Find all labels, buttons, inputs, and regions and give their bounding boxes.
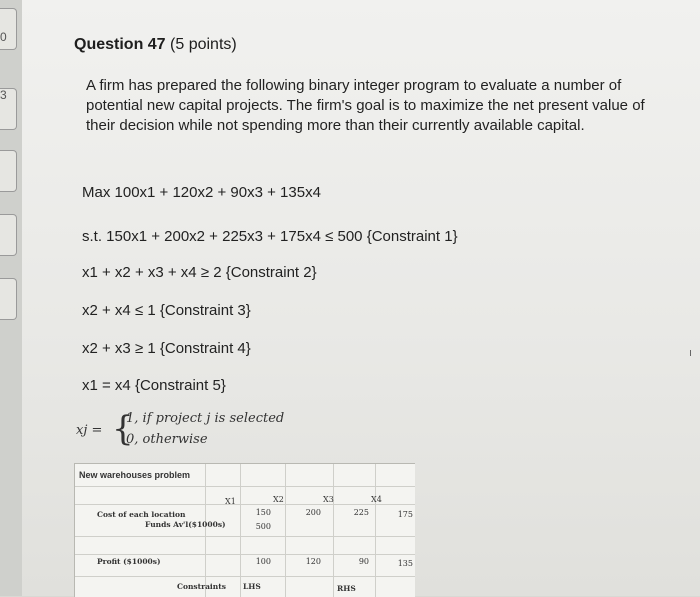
profit-x4: 135 (397, 559, 413, 568)
cost-x2: 200 (305, 508, 321, 517)
constraint-5: x1 = x4 {Constraint 5} (82, 377, 226, 394)
sidebar-tab[interactable] (0, 278, 17, 320)
constraint-3: x2 + x4 ≤ 1 {Constraint 3} (82, 302, 251, 319)
profit-x2: 120 (305, 557, 321, 566)
sidebar-tab-number: 3 (0, 88, 7, 102)
header-x1: X1 (225, 497, 236, 506)
constraint-4: x2 + x3 ≥ 1 {Constraint 4} (82, 340, 251, 357)
constraints-label: Constraints (177, 582, 226, 591)
header-x3: X3 (323, 495, 334, 504)
profit-x1: 100 (255, 557, 271, 566)
definition-case-2: 0, otherwise (126, 432, 208, 447)
question-title (74, 36, 237, 54)
header-x2: X2 (273, 495, 284, 504)
profit-label: Profit ($1000s) (97, 557, 161, 566)
cost-x3: 225 (353, 508, 369, 517)
question-points: (5 points) (170, 36, 237, 53)
lhs-label: LHS (243, 582, 261, 591)
brace-glyph: { (112, 409, 134, 449)
definition-variable: xj = (76, 423, 103, 438)
objective-function: Max 100x1 + 120x2 + 90x3 + 135x4 (82, 184, 321, 201)
cost-x4: 175 (397, 510, 413, 519)
constraint-2: x1 + x2 + x3 + x4 ≥ 2 {Constraint 2} (82, 264, 317, 281)
sidebar-tab[interactable] (0, 214, 17, 256)
profit-x3: 90 (358, 557, 369, 566)
sidebar-tab[interactable] (0, 150, 17, 192)
cost-label: Cost of each location (97, 510, 186, 519)
cost-x1: 150 (255, 508, 271, 517)
header-x4: X4 (371, 495, 382, 504)
rhs-label: RHS (337, 584, 356, 593)
question-page (22, 0, 700, 596)
funds-value: 500 (255, 522, 271, 531)
spreadsheet-title: New warehouses problem (79, 470, 191, 480)
stray-mark (690, 350, 691, 356)
sidebar-tab-number: 0 (0, 30, 7, 44)
constraint-1: s.t. 150x1 + 200x2 + 225x3 + 175x4 ≤ 500 {Constraint 1} (82, 228, 458, 245)
question-text: A firm has prepared the following binary integer program to evaluate a number of potential new capital projects. The firm's goal is to maximize the net present value of their decision while not spending more than their currently available capital. (86, 77, 645, 134)
spreadsheet (74, 463, 415, 597)
question-number: Question 47 (74, 36, 166, 53)
funds-label: Funds Av'l($1000s) (145, 520, 226, 529)
definition-case-1: 1, if project j is selected (126, 411, 285, 426)
